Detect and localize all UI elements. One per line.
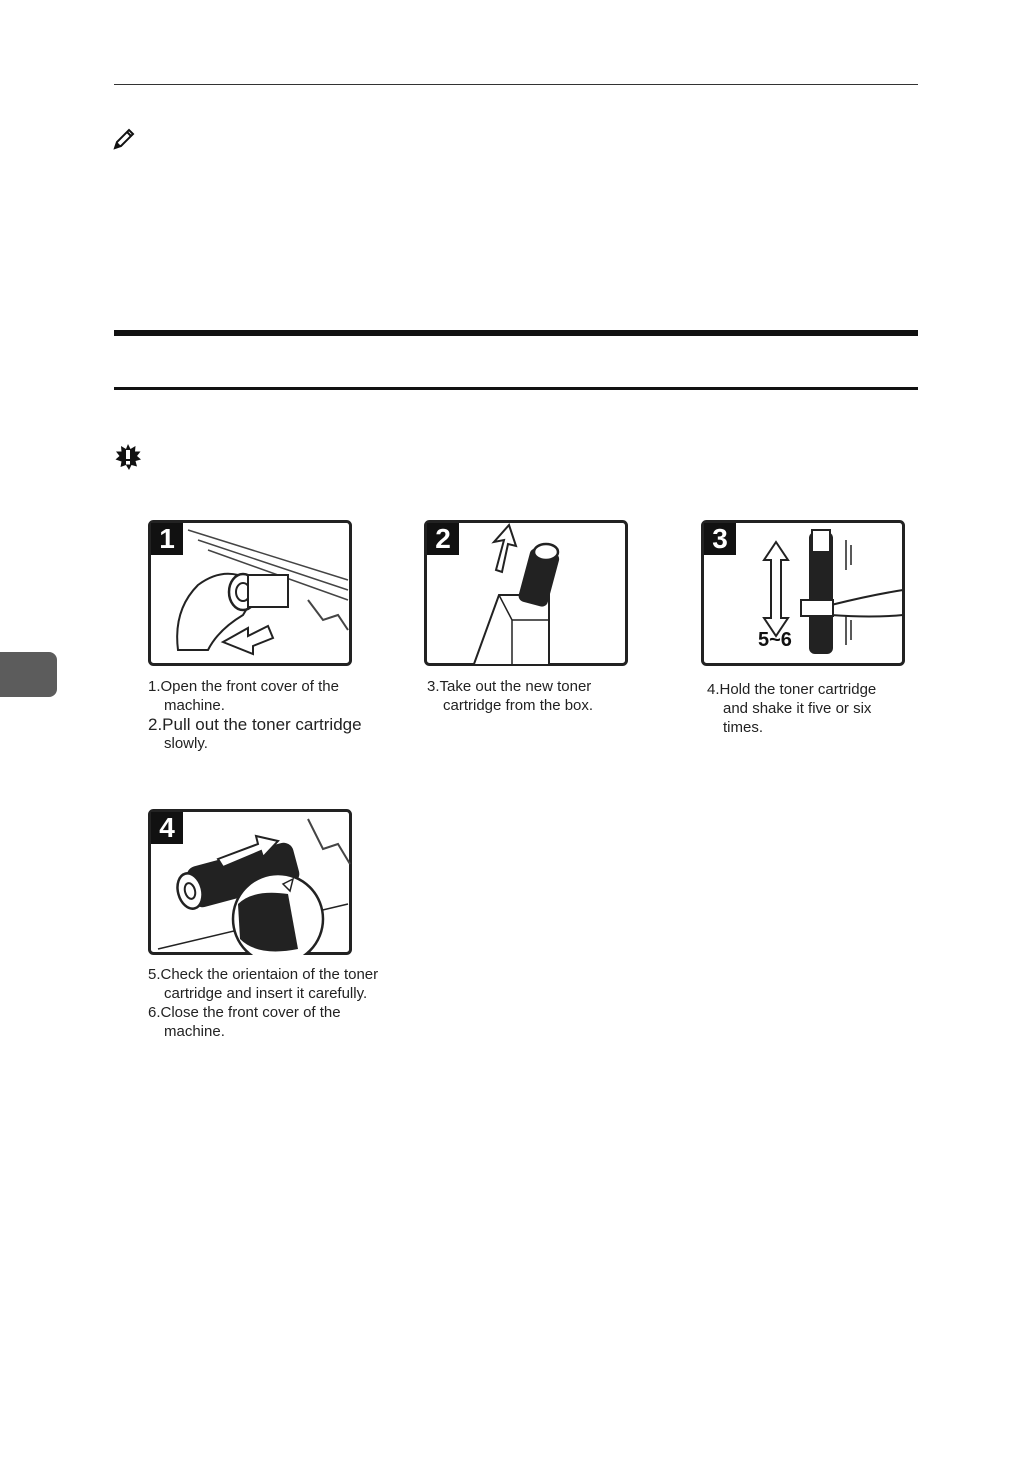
step-3-badge: 3 xyxy=(704,523,736,555)
caption-line: 3.Take out the new toner xyxy=(427,678,592,695)
section-heading-rule xyxy=(114,387,918,390)
caption-line: cartridge and insert it carefully. xyxy=(164,985,368,1002)
note-pencil-icon xyxy=(112,128,138,152)
step-1-badge: 1 xyxy=(151,523,183,555)
caption-line: slowly. xyxy=(164,735,208,752)
chapter-tab xyxy=(0,652,57,697)
caption-line: machine. xyxy=(164,697,225,714)
caption-line: cartridge from the box. xyxy=(443,697,594,714)
caption-line: machine. xyxy=(164,1023,225,1040)
caption-line: 6.Close the front cover of the xyxy=(148,1004,341,1021)
caption-line: 2.Pull out the toner cartridge xyxy=(148,715,362,734)
caption-line: 4.Hold the toner cartridge xyxy=(707,681,877,698)
step-4-badge: 4 xyxy=(151,812,183,844)
step-1-caption xyxy=(148,677,362,753)
caption-line: 1.Open the front cover of the xyxy=(148,678,339,695)
caption-line: 5.Check the orientaion of the toner xyxy=(148,966,379,983)
step-4-caption xyxy=(148,965,378,1041)
section-heading-bar xyxy=(114,330,918,336)
step-2-badge: 2 xyxy=(427,523,459,555)
step-2-caption xyxy=(427,677,593,715)
caption-line: and shake it five or six xyxy=(723,700,872,717)
step-3-caption xyxy=(707,680,876,737)
important-icon xyxy=(114,443,142,471)
header-rule xyxy=(114,84,918,85)
shake-count-label: 5~6 xyxy=(758,629,792,651)
caption-line: times. xyxy=(723,719,764,736)
